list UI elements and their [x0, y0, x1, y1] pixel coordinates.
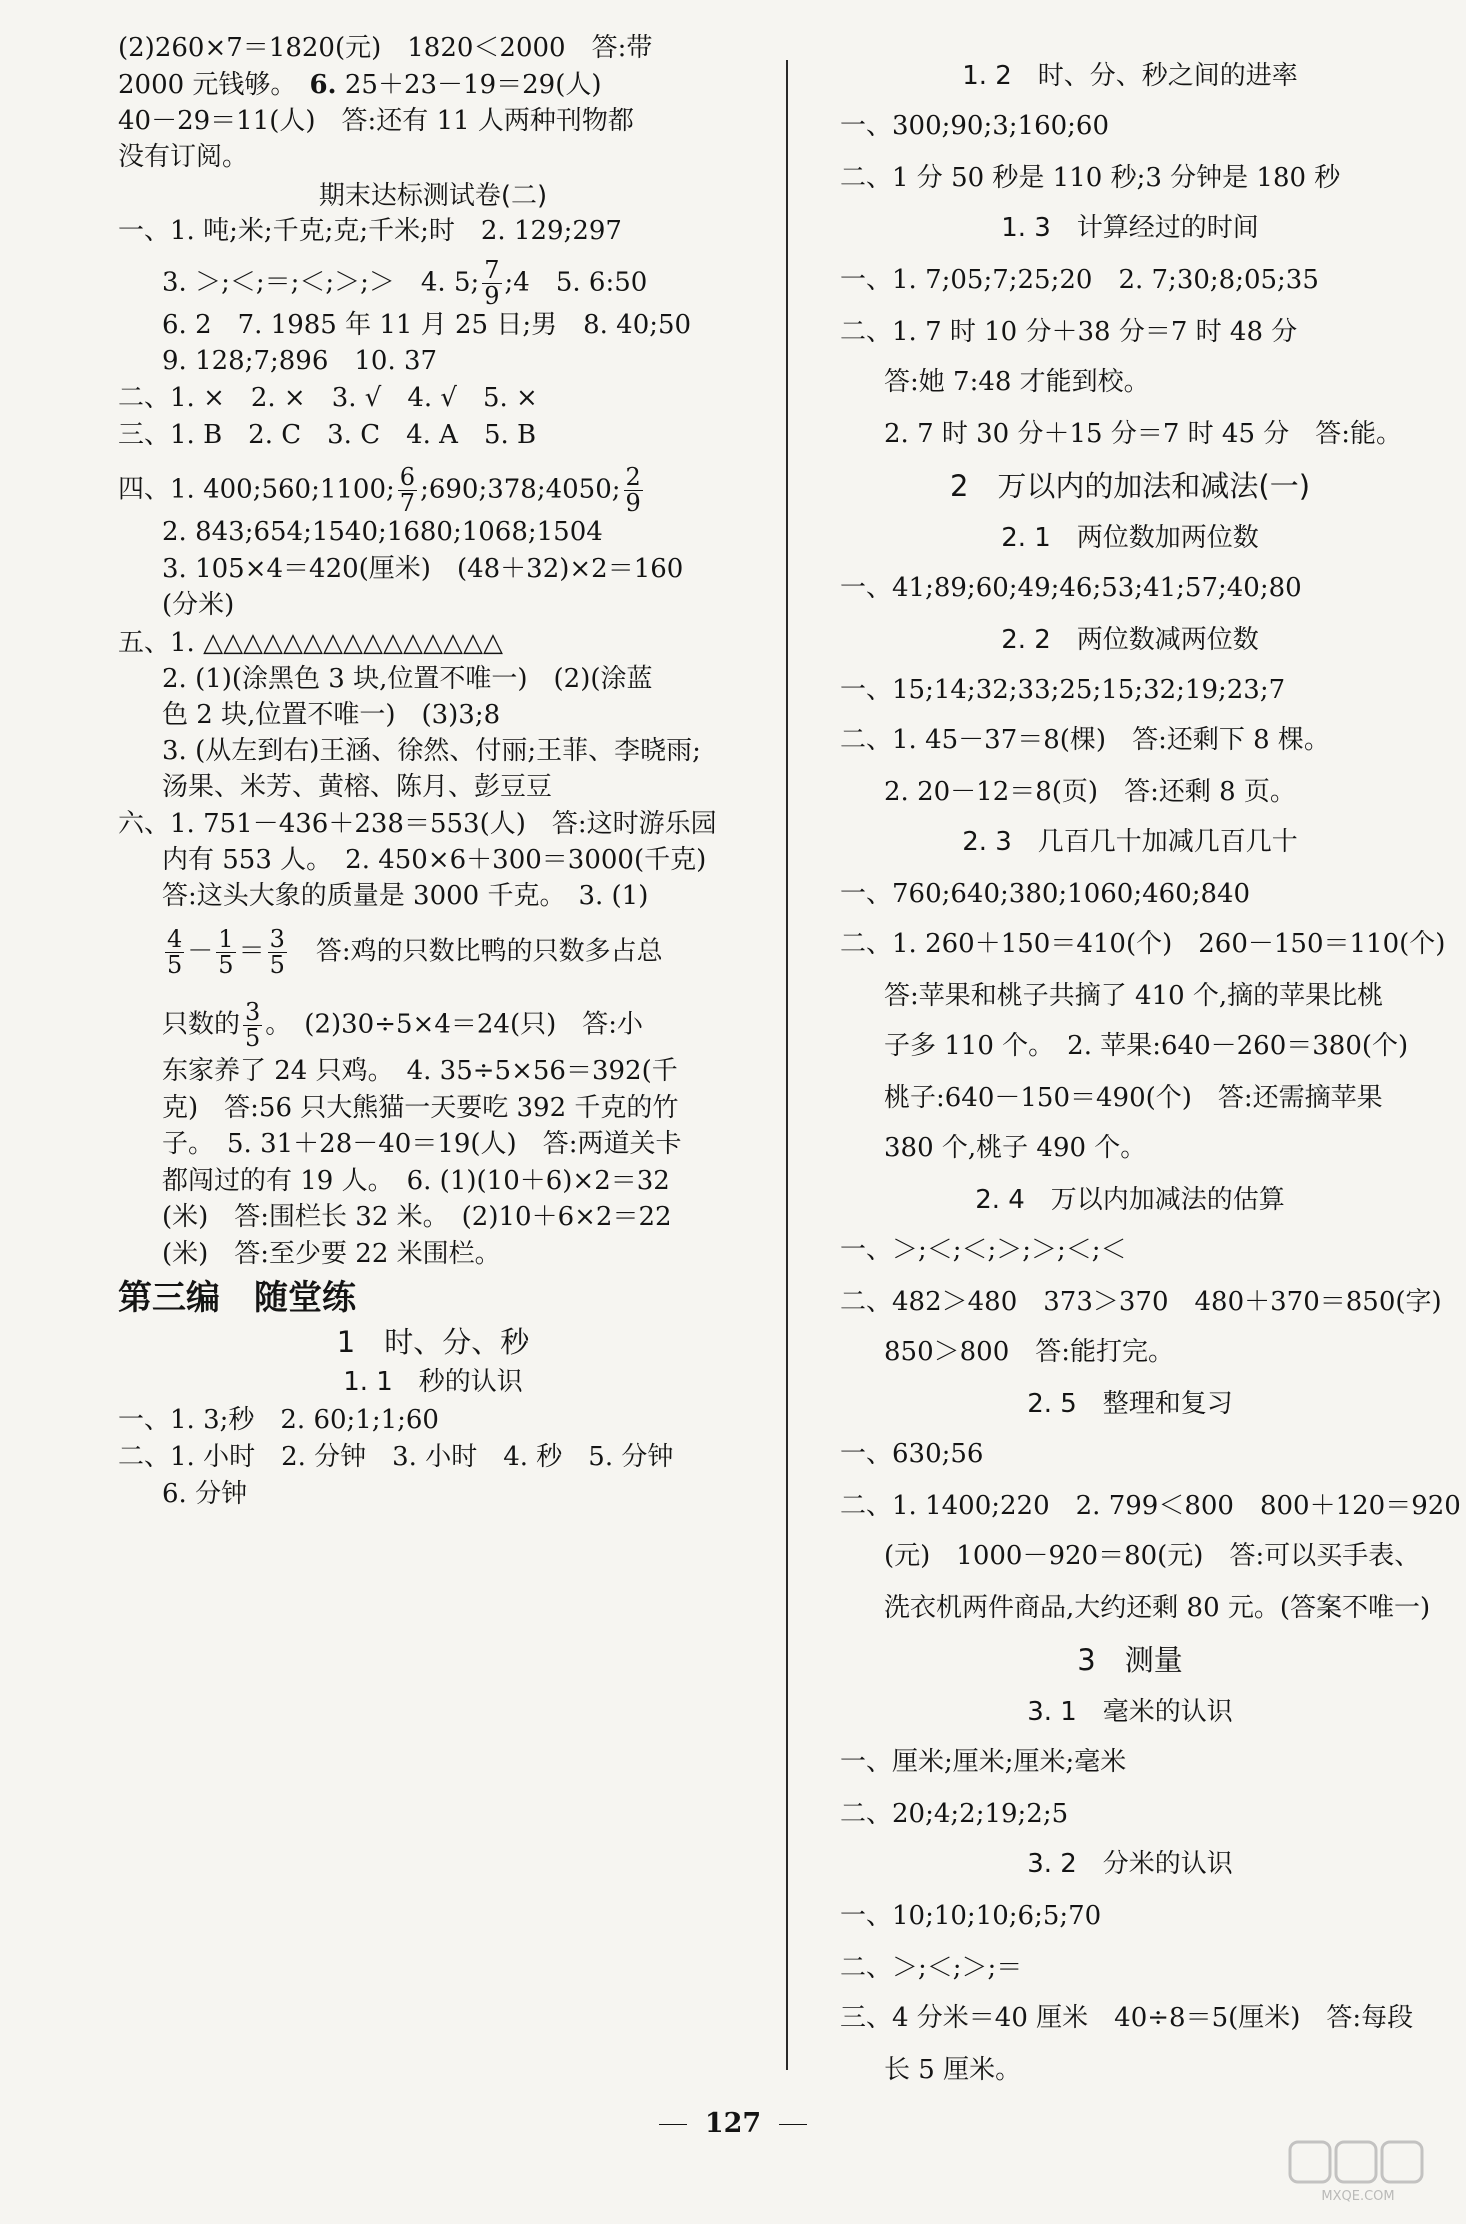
text-line: 一、1. 3;秒 2. 60;1;1;60: [118, 1405, 439, 1435]
test-title: 期末达标测试卷(二): [318, 181, 548, 211]
section-heading: 2. 3 几百几十加减几百几十: [962, 827, 1298, 857]
text-line: 2. 20－12＝8(页) 答:还剩 8 页。: [884, 777, 1296, 807]
text-line: 3. 105×4＝420(厘米) (48＋32)×2＝160: [162, 554, 684, 584]
text-line: 子。 5. 31＋28－40＝19(人) 答:两道关卡: [162, 1129, 682, 1159]
text-line: 都闯过的有 19 人。 6. (1)(10＋6)×2＝32: [162, 1166, 670, 1196]
text-line: 三、1. B 2. C 3. C 4. A 5. B: [118, 420, 537, 450]
watermark-text: MXQE.COM: [1321, 2189, 1395, 2204]
section-heading: 2. 5 整理和复习: [1027, 1389, 1233, 1419]
section-heading: 3. 2 分米的认识: [1027, 1849, 1233, 1879]
fraction: $\frac{6}{7}$: [399, 463, 416, 518]
text-line: 二、1. 45－37＝8(棵) 答:还剩下 8 棵。: [840, 725, 1330, 755]
text-line: 没有订阅。: [118, 142, 249, 172]
text-line: 二、1. 7 时 10 分＋38 分＝7 时 48 分: [840, 317, 1298, 347]
text-line: 二、1. × 2. × 3. √ 4. √ 5. ×: [118, 383, 538, 413]
section-heading: 1. 2 时、分、秒之间的进率: [962, 61, 1298, 91]
fraction: $\frac{7}{9}$: [484, 256, 500, 311]
fraction: $\frac{4}{5}$: [167, 925, 183, 980]
text-line: 2000 元钱够。 6. 25＋23－19＝29(人): [118, 70, 602, 100]
fraction: $\frac{2}{9}$: [625, 463, 641, 518]
text-line: (元) 1000－920＝80(元) 答:可以买手表、: [884, 1541, 1421, 1571]
text-line: 3. ＞;＜;＝;＜;＞;＞ 4. 5; $\frac{7}{9}$ ;4 5. 6:50: [162, 256, 648, 311]
chapter-heading: 3 测量: [1077, 1643, 1183, 1677]
text-line: 二、1 分 50 秒是 110 秒;3 分钟是 180 秒: [840, 163, 1341, 193]
text-line: 9. 128;7;896 10. 37: [162, 346, 438, 376]
chapter-heading: 2 万以内的加法和减法(一): [949, 469, 1311, 503]
column-divider: [786, 60, 788, 2070]
section-heading: 2. 1 两位数加两位数: [1001, 523, 1259, 553]
text-line: 一、1. 7;05;7;25;20 2. 7;30;8;05;35: [840, 265, 1319, 295]
text-line: 一、760;640;380;1060;460;840: [840, 879, 1251, 909]
text-line: 6. 2 7. 1985 年 11 月 25 日;男 8. 40;50: [162, 310, 692, 340]
text-line: 二、20;4;2;19;2;5: [840, 1799, 1069, 1829]
text-line: 一、1. 吨;米;千克;克;千米;时 2. 129;297: [118, 216, 622, 246]
text-line: 一、41;89;60;49;46;53;41;57;40;80: [840, 573, 1302, 603]
text-line: 一、630;56: [840, 1439, 984, 1469]
text-line: 内有 553 人。 2. 450×6＋300＝3000(千克): [162, 845, 707, 875]
text-line: 2. 7 时 30 分＋15 分＝7 时 45 分 答:能。: [884, 419, 1403, 449]
text-line: (米) 答:围栏长 32 米。 (2)10＋6×2＝22: [162, 1202, 672, 1232]
text-line: 2. (1)(涂黑色 3 块,位置不唯一) (2)(涂蓝: [162, 664, 653, 694]
text-line: 色 2 块,位置不唯一) (3)3;8: [162, 700, 501, 730]
fraction: $\frac{3}{5}$: [269, 925, 285, 980]
text-line: 850＞800 答:能打完。: [884, 1337, 1175, 1367]
page-number: 127: [0, 2108, 1466, 2139]
text-line: 六、1. 751－436＋238＝553(人) 答:这时游乐园: [118, 809, 717, 839]
text-line: 二、1. 小时 2. 分钟 3. 小时 4. 秒 5. 分钟: [118, 1442, 674, 1472]
text-line: 二、＞;＜;＞;＝: [840, 1953, 1023, 1983]
watermark-logo: [1286, 2138, 1436, 2206]
text-line: 克) 答:56 只大熊猫一天要吃 392 千克的竹: [162, 1093, 679, 1123]
text-line: 四、1. 400;560;1100; $\frac{6}{7}$ ;690;378;4050; $\frac{2}{9}$: [118, 463, 641, 518]
text-line: 2. 843;654;1540;1680;1068;1504: [162, 517, 603, 547]
text-line: 桃子:640－150＝490(个) 答:还需摘苹果: [884, 1083, 1383, 1113]
text-line: 一、＞;＜;＜;＞;＞;＜;＜: [840, 1235, 1127, 1265]
section-heading: 1. 1 秒的认识: [343, 1367, 523, 1397]
text-line: 子多 110 个。 2. 苹果:640－260＝380(个): [884, 1031, 1409, 1061]
text-line: 答:苹果和桃子共摘了 410 个,摘的苹果比桃: [884, 981, 1384, 1011]
text-line: 长 5 厘米。: [884, 2055, 1022, 2085]
text-line: 3. (从左到右)王涵、徐然、付丽;王菲、李晓雨;: [162, 736, 701, 766]
text-line: 一、15;14;32;33;25;15;32;19;23;7: [840, 675, 1286, 705]
text-line: 二、1. 260＋150＝410(个) 260－150＝110(个): [840, 929, 1446, 959]
section-heading: 1. 3 计算经过的时间: [1001, 213, 1259, 243]
text-line: 汤果、米芳、黄榕、陈月、彭豆豆: [162, 772, 553, 802]
text-line: 40－29＝11(人) 答:还有 11 人两种刊物都: [118, 106, 634, 136]
fraction: $\frac{1}{5}$: [218, 925, 234, 980]
text-line: 一、300;90;3;160;60: [840, 111, 1110, 141]
text-line: 三、4 分米＝40 厘米 40÷8＝5(厘米) 答:每段: [840, 2003, 1414, 2033]
text-line: 答:这头大象的质量是 3000 千克。 3. (1): [162, 881, 649, 911]
text-line: 一、厘米;厘米;厘米;毫米: [840, 1747, 1127, 1777]
text-line: 6. 分钟: [162, 1479, 248, 1509]
text-line: $\frac{4}{5}$ － $\frac{1}{5}$ ＝ $\frac{3}{5}$ 答:鸡的只数比鸭的只数多占总: [167, 925, 663, 980]
fraction: $\frac{3}{5}$: [245, 998, 261, 1053]
text-line: 答:她 7:48 才能到校。: [884, 367, 1150, 397]
section-heading: 2. 2 两位数减两位数: [1001, 625, 1259, 655]
text-line: (分米): [162, 590, 235, 620]
text-line: 洗衣机两件商品,大约还剩 80 元。(答案不唯一): [884, 1593, 1431, 1623]
text-line: (2)260×7＝1820(元) 1820＜2000 答:带: [118, 33, 653, 63]
text-line: 五、1. △△△△△△△△△△△△△△△: [118, 628, 503, 658]
text-line: 东家养了 24 只鸡。 4. 35÷5×56＝392(千: [162, 1056, 678, 1086]
text-line: 二、1. 1400;220 2. 799＜800 800＋120＝920: [840, 1491, 1461, 1521]
text-line: 380 个,桃子 490 个。: [884, 1133, 1147, 1163]
section-heading: 3. 1 毫米的认识: [1027, 1697, 1233, 1727]
section-heading: 2. 4 万以内加减法的估算: [975, 1185, 1285, 1215]
part-heading: 第三编 随堂练: [118, 1278, 356, 1318]
text-line: 一、10;10;10;6;5;70: [840, 1901, 1102, 1931]
text-line: (米) 答:至少要 22 米围栏。: [162, 1239, 501, 1269]
text-line: 只数的 $\frac{3}{5}$ 。 (2)30÷5×4＝24(只) 答:小: [162, 998, 643, 1053]
chapter-heading: 1 时、分、秒: [336, 1325, 530, 1359]
text-line: 二、482＞480 373＞370 480＋370＝850(字): [840, 1287, 1442, 1317]
